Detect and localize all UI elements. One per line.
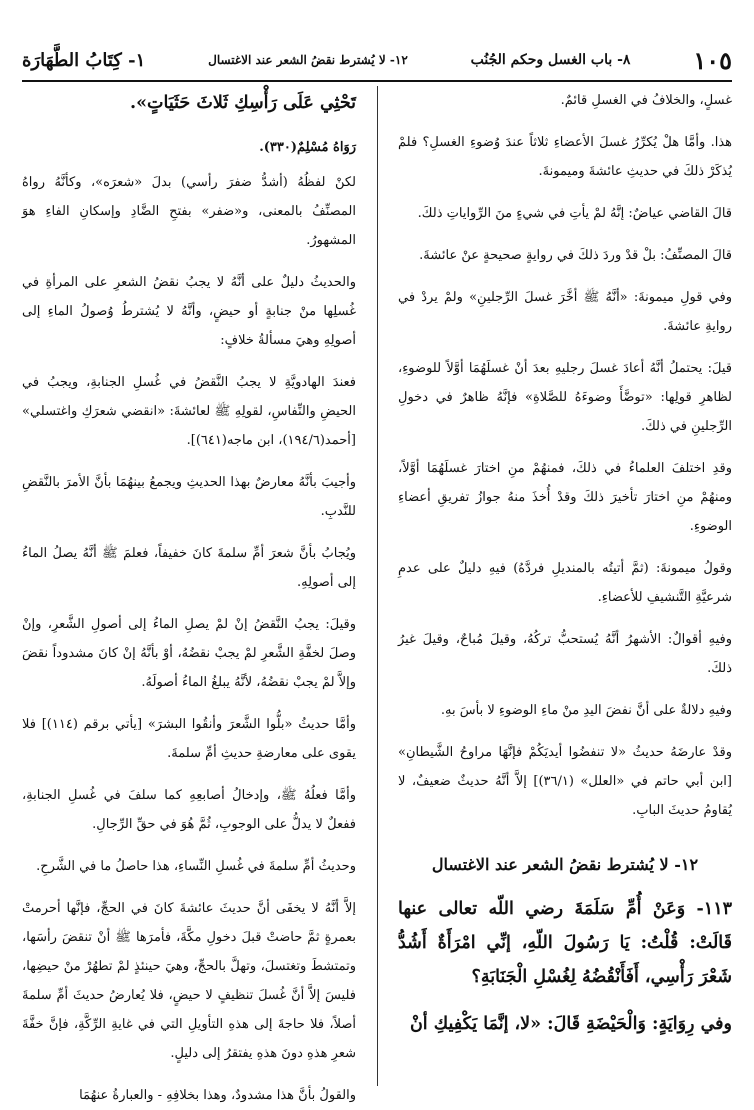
- hadith-riwaya: وفي رِوَايَةٍ: وَالْحَيْضَةِ قَالَ: «لا، إنَّمَا يَكْفِيكِ أنْ: [409, 1014, 732, 1034]
- paragraph: وقدْ عارضَهُ حديثُ «لا تنفضُوا أيديَكُمْ فإنَّهَا مراوحُ الشَّيطانِ» [ابن أبي حاتم في «العلل» (٣٦/١)] إلاَّ أنَّهُ حديثٌ ضعيفٌ، لا يُقاومُ حديثَ البابِ.: [398, 745, 732, 818]
- page-number: ١٠٥: [693, 45, 732, 75]
- paragraph: إلاَّ أنَّهُ لا يخفَى أنَّ حديثَ عائشةَ كانَ في الحجِّ، فإنَّها أحرمتْ بعمرةٍ ثمَّ حاضتْ قبلَ دخولِ مكَّةَ، فأمرَها ﷺ أنْ تنقضَ رأسَها، وتمتشطَ وتغتسلَ، وتهلَّ بالحجِّ، وهيَ حينئذٍ لمْ تطهُرْ منْ حيضِها، فليسَ إلاَّ أنَّ غُسلَ تنظيفٍ لا حيضٍ، فلا يُعارضُ حديثَ أمِّ سلمةَ أصلاً، فلا حاجةَ إلى هذهِ التأويلِ التي في غايةِ الرِّكَّةِ، فإنَّ خفَّةَ شعرِ هذهِ دونَ هذهِ يفتقرُ إلى دليلٍ.: [22, 901, 356, 1061]
- header-chapter-title: ٨- باب الغسل وحكم الجُنُب: [470, 52, 631, 68]
- paragraph: قالَ القاضي عياضٌ: إنَّهُ لمْ يأتِ في شيءٍ منَ الرِّواياتِ ذلكَ.: [417, 206, 732, 221]
- paragraph: وأمَّا حديثُ «بلُّوا الشَّعرَ وأنقُوا البشرَ» [يأتي برقم (١١٤)] فلا يقوى على معارضةِ حديثِ أمِّ سلمةَ.: [22, 717, 357, 761]
- left-column: [22, 86, 357, 1103]
- paragraph: قالَ المصنِّفُ: بلْ قدْ وردَ ذلكَ في روايةٍ صحيحةٍ عنْ عائشةَ.: [419, 248, 732, 263]
- paragraph: والحديثُ دليلٌ على أنَّهُ لا يجبُ نقضُ الشعرِ على المرأةِ في غُسلِها منْ جنابةٍ أو حيضٍ، وأنَّهُ لا يُشترطُ وُصولُ الماءِ إلى أصولِهِ وهيَ مسألةُ خلافٍ:: [22, 275, 356, 348]
- paragraph: والقولُ بأنَّ هذا مشدودٌ، وهذا بخلافِهِ - والعبارةُ عنهُمَا: [79, 1088, 356, 1103]
- paragraph: قيلَ: يحتملُ أنَّهُ أعادَ غسلَ رجليهِ بعدَ أنْ غسلَهُمَا أوَّلاً للوضوءِ، لظاهرِ قولِها: «توضَّأَ وضوءَهُ للصَّلاةِ» فإنَّهُ ظاهرٌ في دخولِ الرِّجلينِ في ذلكَ.: [398, 361, 732, 434]
- paragraph: لكنْ لفظُهُ (أشدُّ ضفرَ رأسي) بدلَ «شعرَه»، وكأنَّهُ رواهُ المصنِّفُ بالمعنى، و«ضفر» بفتحِ الضَّادِ وإسكانِ الفاءِ هوَ المشهورُ.: [22, 175, 356, 248]
- hadith-source: رَوَاهُ مُسْلِمٌ(٣٣٠).: [259, 140, 356, 155]
- paragraph: وفيهِ أقوالٌ: الأشهرُ أنَّهُ يُستحبُّ تركُهُ، وقيلَ مُباحٌ، وقيلَ غيرُ ذلكَ.: [398, 632, 732, 676]
- paragraph: هذا. وأمَّا هلْ يُكرِّرُ غسلَ الأعضاءِ ثلاثاً عندَ وُضوءِ الغسلِ؟ فلمْ يُذكَرْ ذلكَ في حديثِ عائشةَ وميمونةَ.: [398, 135, 732, 179]
- paragraph: وقولُ ميمونةَ: (ثمَّ أتيتُه بالمنديلِ فردَّهُ) فيهِ دليلٌ على عدمِ شرعيَّةِ التَّنشيفِ للأعضاءِ.: [398, 561, 732, 605]
- paragraph: ويُجابُ بأنَّ شعرَ أمِّ سلمةَ كانَ خفيفاً، فعلمَ ﷺ أنَّهُ يصلُ الماءُ إلى أصولِهِ.: [22, 546, 356, 590]
- paragraph: وأمَّا فعلُهُ ﷺ، وإدخالُ أصابعِهِ كما سلفَ في غُسلِ الجنابةِ، ففعلٌ لا يدلُّ على الوجوبِ، ثُمَّ هُوَ في حقِّ الرِّجالِ.: [22, 788, 356, 832]
- chapter-heading: ١٢- لا يُشترط نقضُ الشعر عند الاغتسال: [431, 855, 699, 874]
- page-header: [22, 40, 732, 82]
- paragraph: فعندَ الهادويَّةِ لا يجبُ النَّقضُ في غُسلِ الجنابةِ، ويجبُ في الحيضِ والنِّفاسِ، لقولِهِ ﷺ لعائشةَ: «انقضي شعرَكِ واغتسلي» [أحمد(١٩٤/٦)، ابن ماجه(٦٤١)].: [22, 375, 356, 448]
- paragraph: وقيلَ: يجبُ النَّقضُ إنْ لمْ يصلِ الماءُ إلى أصولِ الشَّعرِ، وإنْ وصلَ لخفَّةِ الشَّعرِ لمْ يجبْ نقضُهُ، أوْ بأنَّهُ إنْ كانَ مشدوداً نقضَ وإلاَّ لمْ يجبْ نقضُهُ، لأنَّهُ يبلغُ الماءُ أصولَهُ.: [22, 617, 356, 690]
- hadith-text: ١١٣- وَعَنْ أُمِّ سَلَمَةَ رضي اللّه تعالى عنها قَالَتْ: قُلْتُ: يَا رَسُولَ اللّهِ، إنِّي امْرَأَةٌ أَشُدُّ شَعْرَ رَأْسِي، أَفَأَنْقُضُهُ لِغُسْلِ الْجَنَابَةِ؟: [398, 899, 732, 987]
- paragraph: وفيهِ دلالةٌ على أنَّ نفضَ اليدِ منْ ماءِ الوضوءِ لا بأسَ بهِ.: [440, 703, 732, 718]
- paragraph: وفي قولِ ميمونةَ: «أنَّهُ ﷺ أخَّرَ غسلَ الرِّجلينِ» ولمْ يردْ في روايةِ عائشةَ.: [398, 290, 732, 334]
- header-book-title: ١- كِتَابُ الطَّهَارَة: [22, 49, 146, 71]
- column-divider: [377, 86, 378, 1086]
- paragraph: وقدِ اختلفَ العلماءُ في ذلكَ، فمنهُمْ منِ اختارَ غسلَهُمَا أوَّلاً، ومنهُمْ منِ اختارَ تأخيرَ ذلكَ وقدْ أُخذَ منهُ جوازُ تفريقِ أعضاءِ الوضوءِ.: [398, 461, 732, 534]
- right-column: [398, 86, 732, 1086]
- header-section-title: ١٢- لا يُشترط نقضُ الشعر عند الاغتسال: [208, 53, 408, 67]
- paragraph: وحديثُ أمِّ سلمةَ في غُسلِ النِّساءِ، هذا حاصلُ ما في الشَّرحِ.: [36, 859, 356, 874]
- paragraph: غسلٍ، والخلافُ في الغسلِ قائمٌ.: [560, 93, 732, 108]
- hadith-continuation: تَحْثِي عَلَى رَأْسِكِ ثَلاثَ حَثَيَاتٍ».: [130, 93, 356, 113]
- paragraph: وأجيبَ بأنَّهُ معارضٌ بهذا الحديثِ ويجمعُ بينهُمَا بأنَّ الأمرَ بالنَّقضِ للنَّدبِ.: [22, 475, 356, 519]
